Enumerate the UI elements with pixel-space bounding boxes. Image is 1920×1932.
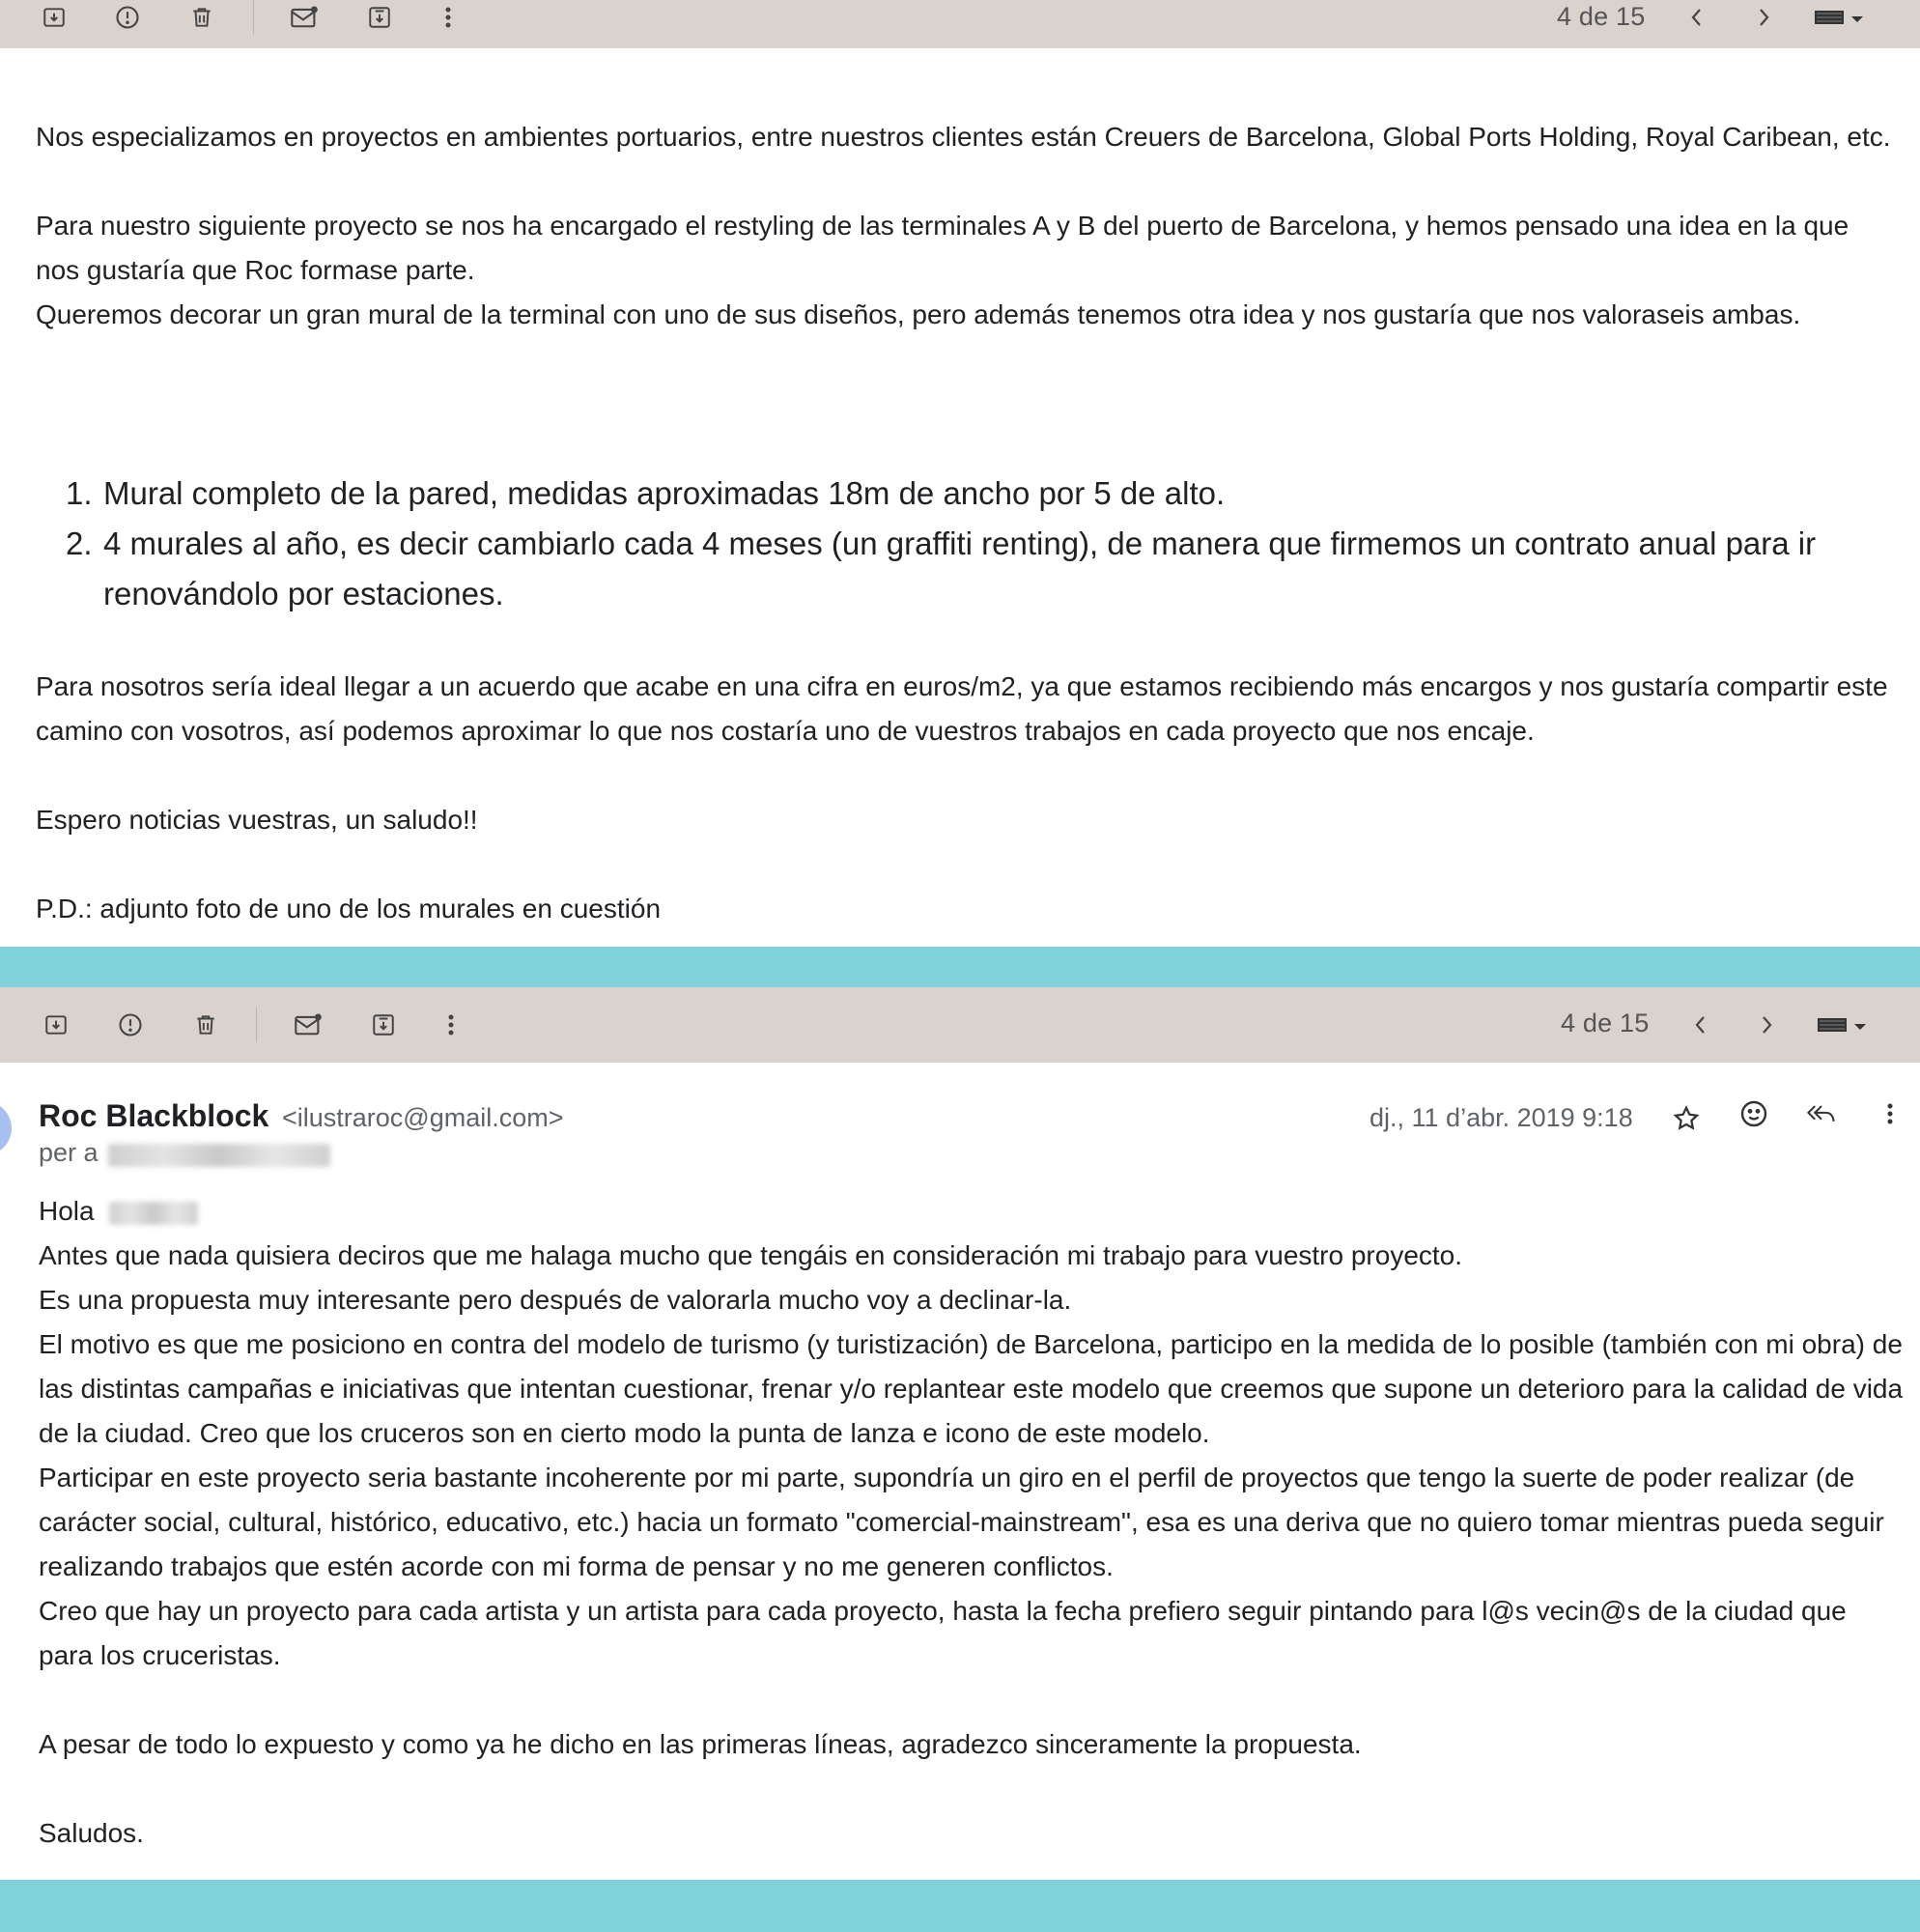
toolbar-top xyxy=(0,0,1920,48)
report-spam-icon[interactable] xyxy=(112,2,143,33)
recipient-label: per a xyxy=(39,1138,99,1167)
next-chevron-icon[interactable] xyxy=(1751,1009,1782,1040)
list-number: 1. xyxy=(66,475,93,511)
avatar[interactable] xyxy=(0,1101,12,1155)
greeting-name-redacted xyxy=(109,1202,198,1225)
keyboard-icon[interactable] xyxy=(1815,1009,1875,1040)
paragraph: El motivo es que me posiciono en contra del modelo de turismo (y turistización) de Barcelona, participo en la medida de lo posible (también con mi obra) de las distintas campañas e iniciativas que intentan cuestionar, frenar y/o replantear este modelo que creemos que supone un deterioro para la calidad de vida de la ciudad. Creo que los cruceros son en cierto modo la punta de lanza e icono de este modelo. xyxy=(39,1329,1904,1448)
move-to-icon[interactable] xyxy=(364,2,395,33)
keyboard-icon[interactable] xyxy=(1812,2,1872,33)
prev-chevron-icon[interactable] xyxy=(1681,2,1712,33)
greeting: Hola xyxy=(39,1196,95,1226)
paragraph: Para nuestro siguiente proyecto se nos ha encargado el restyling de las terminales A y B del puerto de Barcelona, y hemos pensado una idea en la que nos gustaría que Roc formase parte. xyxy=(36,211,1849,285)
toolbar-divider xyxy=(256,1008,257,1042)
delete-icon[interactable] xyxy=(190,1009,221,1040)
message-date: dj., 11 d’abr. 2019 9:18 xyxy=(1369,1103,1633,1132)
reply-all-icon[interactable] xyxy=(1804,1096,1839,1131)
signoff: Saludos. xyxy=(39,1818,144,1848)
prev-chevron-icon[interactable] xyxy=(1685,1009,1716,1040)
paragraph: A pesar de todo lo expuesto y como ya he dicho en las primeras líneas, agradezco sinceramente la propuesta. xyxy=(39,1729,1362,1759)
mark-unread-icon[interactable] xyxy=(293,1009,324,1040)
first-message-closing xyxy=(36,665,1900,931)
list-item xyxy=(66,519,1891,619)
delete-icon[interactable] xyxy=(186,2,217,33)
paragraph: P.D.: adjunto foto de uno de los murales en cuestión xyxy=(36,894,662,923)
toolbar-divider xyxy=(253,0,254,35)
message-counter: 4 de 15 xyxy=(1561,1009,1650,1037)
more-vert-icon[interactable] xyxy=(1873,1096,1907,1131)
sender-email: <ilustraroc@gmail.com> xyxy=(282,1103,564,1132)
archive-icon[interactable] xyxy=(39,2,70,33)
paragraph: Antes que nada quisiera deciros que me halaga mucho que tengáis en consideración mi trabajo para vuestro proyecto. xyxy=(39,1240,1463,1270)
paragraph: Participar en este proyecto seria bastante incoherente por mi parte, supondría un giro en el perfil de proyectos que tengo la suerte de poder realizar (de carácter social, cultural, histórico, educativo, etc.) hacia un formato "comercial-mainstream", esa es una deriva que no quiero tomar mientras pueda seguir realizando trabajos que estén acorde con mi forma de pensar y no me generen conflictos. xyxy=(39,1463,1884,1581)
recipient-redacted xyxy=(108,1144,330,1167)
more-vert-icon[interactable] xyxy=(433,2,464,33)
separator-band xyxy=(0,1880,1920,1932)
toolbar-bottom xyxy=(0,987,1920,1063)
first-message-body xyxy=(36,115,1900,337)
paragraph: Queremos decorar un gran mural de la terminal con uno de sus diseños, pero además tenemos otra idea y nos gustaría que nos valoraseis ambas. xyxy=(36,299,1801,329)
second-message-body xyxy=(39,1189,1907,1856)
paragraph: Creo que hay un proyecto para cada artista y un artista para cada proyecto, hasta la fecha prefiero seguir pintando para l@s vecin@s de la ciudad que para los cruceristas. xyxy=(39,1596,1847,1670)
more-vert-icon[interactable] xyxy=(436,1009,466,1040)
paragraph: Es una propuesta muy interesante pero después de valorarla mucho voy a declinar-la. xyxy=(39,1285,1072,1315)
separator-band xyxy=(0,947,1920,987)
list-item xyxy=(66,469,1891,519)
star-icon[interactable] xyxy=(1669,1101,1704,1136)
list-item-text: Mural completo de la pared, medidas aproximadas 18m de ancho por 5 de alto. xyxy=(103,475,1226,511)
mark-unread-icon[interactable] xyxy=(289,2,320,33)
sender-name[interactable]: Roc Blackblock xyxy=(39,1098,269,1133)
report-spam-icon[interactable] xyxy=(115,1009,146,1040)
move-to-icon[interactable] xyxy=(368,1009,399,1040)
next-chevron-icon[interactable] xyxy=(1748,2,1779,33)
list-number: 2. xyxy=(66,526,93,561)
archive-icon[interactable] xyxy=(41,1009,71,1040)
proposal-list xyxy=(66,469,1891,619)
paragraph: Para nosotros sería ideal llegar a un acuerdo que acabe en una cifra en euros/m2, ya que estamos recibiendo más encargos y nos gustaría compartir este camino con vosotros, así podemos aproximar lo que nos costaría uno de vuestros trabajos en cada proyecto que nos encaje. xyxy=(36,671,1888,746)
paragraph: Espero noticias vuestras, un saludo!! xyxy=(36,805,478,835)
emoji-icon[interactable] xyxy=(1736,1096,1771,1131)
list-item-text: 4 murales al año, es decir cambiarlo cada 4 meses (un graffiti renting), de manera que firmemos un contrato anual para ir renovándolo por estaciones. xyxy=(103,526,1817,611)
paragraph: Nos especializamos en proyectos en ambientes portuarios, entre nuestros clientes están Creuers de Barcelona, Global Ports Holding, Royal Caribean, etc. xyxy=(36,122,1891,152)
greeting-line xyxy=(39,1189,1907,1234)
message-counter: 4 de 15 xyxy=(1557,2,1646,31)
